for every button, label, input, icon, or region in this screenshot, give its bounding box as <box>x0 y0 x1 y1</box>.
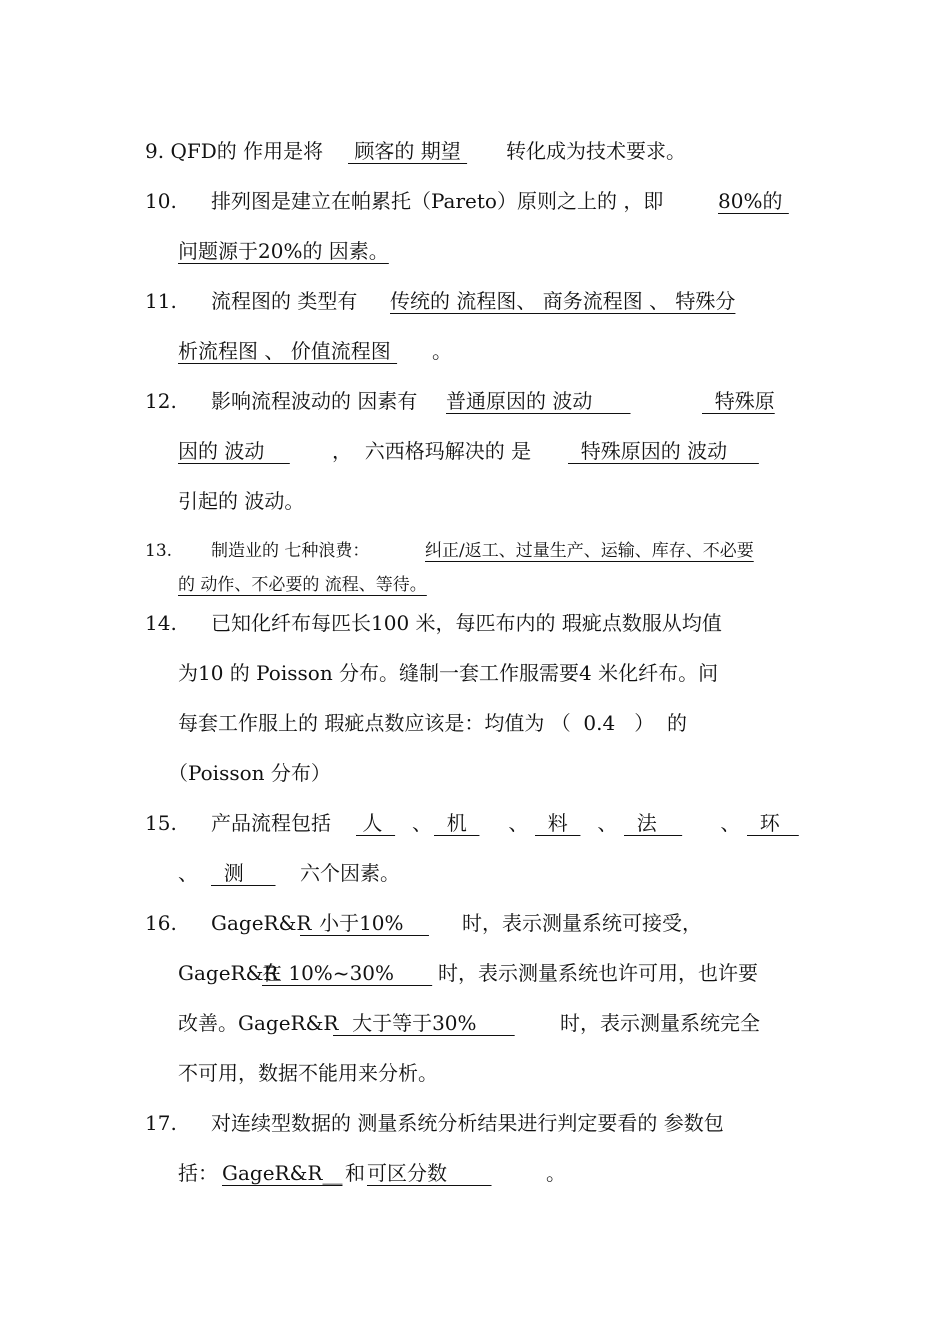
text-span: 六个因素。 <box>300 861 400 885</box>
answer-blank: 测 <box>211 861 276 885</box>
text-line <box>0 903 950 943</box>
text-line <box>0 536 950 566</box>
text-span: 为10 的 Poisson 分布。缝制一套工作服需要4 米化纤布。问 <box>178 661 719 685</box>
answer-blank: 小于10% <box>300 911 429 935</box>
answer-blank: 普通原因的 波动 <box>446 389 631 413</box>
text-span: 13. <box>145 541 173 561</box>
text-span: 、 <box>412 811 432 835</box>
text-line <box>0 381 950 421</box>
text-span: 改善。GageR&R <box>178 1011 345 1035</box>
answer-blank: 可区分数 <box>367 1161 492 1185</box>
answer-blank: 料 <box>535 811 581 835</box>
text-span: 12. <box>145 389 177 413</box>
answer-blank: 因的 波动 <box>178 439 290 463</box>
text-line <box>0 281 950 321</box>
text-span: （Poisson 分布） <box>168 761 331 785</box>
text-span: 产品流程包括 <box>211 811 338 835</box>
text-span: 已知化纤布每匹长100 米，每匹布内的 瑕疵点数服从均值 <box>211 611 722 635</box>
text-line <box>0 431 950 471</box>
text-line <box>0 703 950 743</box>
answer-blank: 问题源于20%的 因素。 <box>178 239 389 263</box>
text-span: 17. <box>145 1111 177 1135</box>
text-span: 16. <box>145 911 177 935</box>
answer-blank: 的 动作、不必要的 流程、等待。 <box>178 575 427 595</box>
text-span: ， 六西格玛解决的 是 <box>332 439 538 463</box>
answer-blank: 环 <box>747 811 799 835</box>
text-span: 、 <box>502 811 529 835</box>
text-line <box>0 1103 950 1143</box>
text-span: 括： <box>178 1161 218 1185</box>
text-line <box>0 853 950 893</box>
text-line <box>0 481 950 521</box>
text-span: 和 <box>345 1161 365 1185</box>
text-line <box>0 653 950 693</box>
text-line <box>0 231 950 271</box>
text-line <box>0 181 950 221</box>
answer-blank: 传统的 流程图、 商务流程图 、 特殊分 <box>390 289 736 313</box>
text-line <box>0 953 950 993</box>
text-line <box>0 1003 950 1043</box>
answer-blank: 人 <box>356 811 396 835</box>
answer-blank: GageR&R__ <box>222 1161 343 1185</box>
answer-blank: 80%的 <box>718 189 789 213</box>
answer-blank: 纠正/返工、过量生产、运输、库存、不必要 <box>425 541 754 561</box>
text-line <box>0 570 950 600</box>
text-span: 时，表示测量系统可接受， <box>462 911 702 935</box>
text-span: 。 <box>546 1161 566 1185</box>
answer-blank: 机 <box>434 811 480 835</box>
text-span: 、 <box>178 861 205 885</box>
text-span: 10. <box>145 189 177 213</box>
text-span: GageR&R <box>178 961 279 985</box>
text-line <box>0 1153 950 1193</box>
answer-blank: 在 10%~30% <box>262 961 433 985</box>
text-span: 引起的 波动。 <box>178 489 305 513</box>
text-line <box>0 131 950 171</box>
text-span: 制造业的 七种浪费： <box>211 541 370 561</box>
answer-blank: 大于等于30% <box>333 1011 515 1035</box>
text-span: 15. <box>145 811 177 835</box>
answer-blank: 析流程图 、 价值流程图 <box>178 339 398 363</box>
text-span: 11. <box>145 289 177 313</box>
answer-blank: 特殊原 <box>702 389 775 413</box>
text-line <box>0 753 950 793</box>
text-span: 流程图的 类型有 <box>211 289 364 313</box>
text-span: 不可用，数据不能用来分析。 <box>178 1061 438 1085</box>
answer-blank: 顾客的 期望 <box>348 139 468 163</box>
text-span: 排列图是建立在帕累托（Pareto）原则之上的 ，即 <box>211 189 664 213</box>
text-span: GageR&R <box>211 911 318 935</box>
text-span: 14. <box>145 611 177 635</box>
answer-blank: 特殊原因的 波动 <box>568 439 759 463</box>
text-span: 9. QFD的 作用是将 <box>145 139 330 163</box>
text-line <box>0 1053 950 1093</box>
text-span: 、 <box>591 811 618 835</box>
text-span: 每套工作服上的 瑕疵点数应该是：均值为 （ 0.4 ） 的 <box>178 711 688 735</box>
text-line <box>0 603 950 643</box>
text-span: 时，表示测量系统也许可用，也许要 <box>438 961 758 985</box>
text-span: 、 <box>714 811 741 835</box>
text-span: 对连续型数据的 测量系统分析结果进行判定要看的 参数包 <box>211 1111 724 1135</box>
answer-blank: 法 <box>624 811 683 835</box>
text-line <box>0 803 950 843</box>
text-span: 时，表示测量系统完全 <box>560 1011 760 1035</box>
text-span: 转化成为技术要求。 <box>506 139 686 163</box>
text-span: 。 <box>432 339 452 363</box>
text-line <box>0 331 950 371</box>
text-span: 影响流程波动的 因素有 <box>211 389 418 413</box>
